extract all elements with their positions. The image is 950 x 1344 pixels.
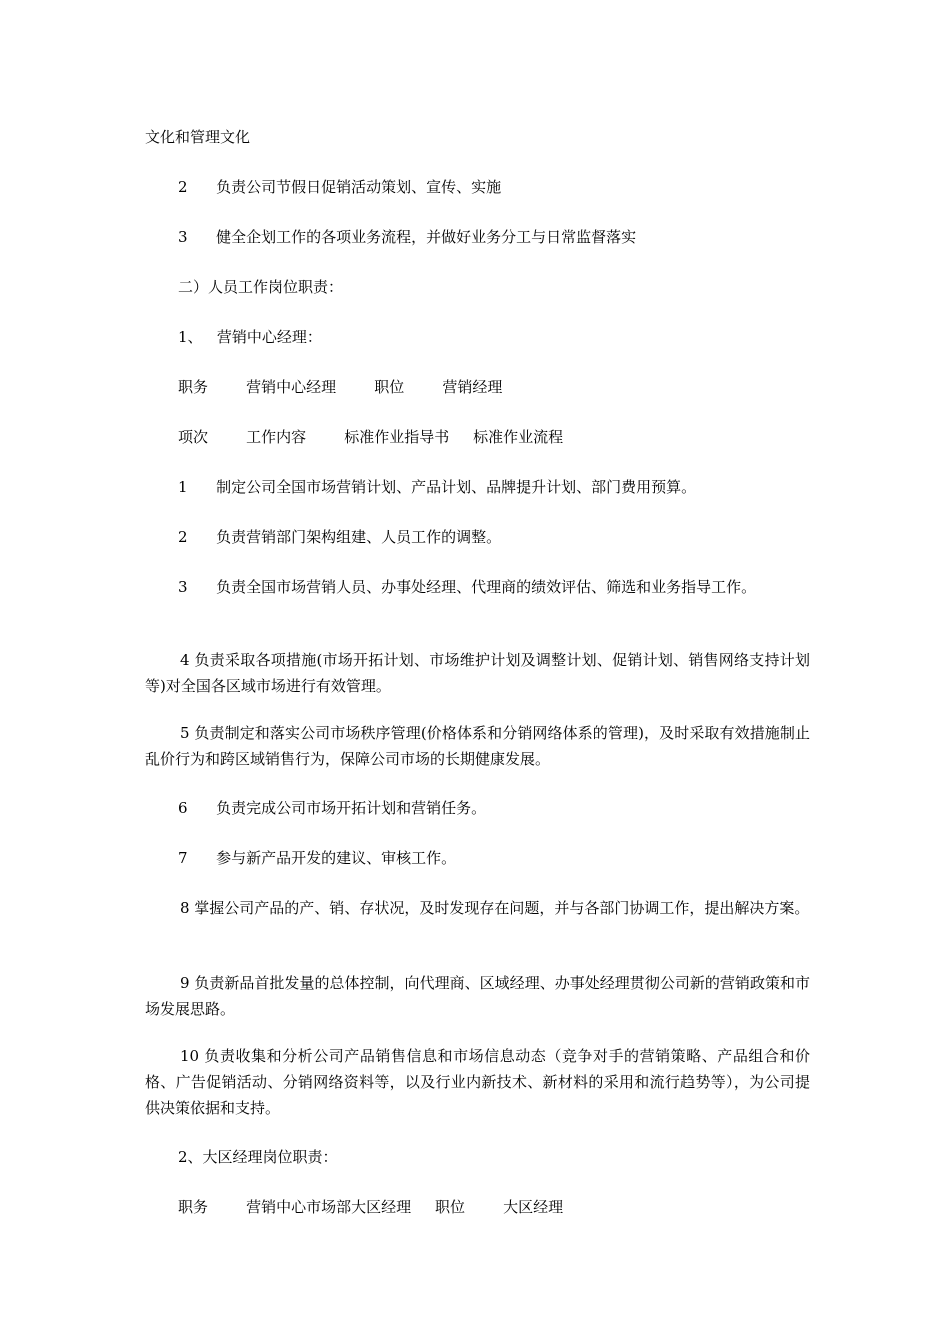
paragraph: 4 负责采取各项措施(市场开拓计划、市场维护计划及调整计划、促销计划、销售网络支持计划等)对全国各区域市场进行有效管理。 bbox=[145, 651, 810, 695]
text-line: 3 负责全国市场营销人员、办事处经理、代理商的绩效评估、筛选和业务指导工作。 bbox=[178, 578, 757, 596]
text-line: 6 负责完成公司市场开拓计划和营销任务。 bbox=[178, 799, 487, 817]
paragraph: 5 负责制定和落实公司市场秩序管理(价格体系和分销网络体系的管理)，及时采取有效措施制止乱价行为和跨区域销售行为，保障公司市场的长期健康发展。 bbox=[145, 724, 810, 768]
role-header-line: 职务 营销中心市场部大区经理 职位 大区经理 bbox=[178, 1198, 564, 1216]
paragraph: 8 掌握公司产品的产、销、存状况，及时发现存在问题，并与各部门协调工作，提出解决方案。 bbox=[180, 899, 810, 917]
text-line: 2 负责营销部门架构组建、人员工作的调整。 bbox=[178, 528, 502, 546]
subsection-heading: 2、大区经理岗位职责： bbox=[178, 1148, 338, 1166]
text-line: 7 参与新产品开发的建议、审核工作。 bbox=[178, 849, 457, 867]
table-header-line: 项次 工作内容 标准作业指导书 标准作业流程 bbox=[178, 428, 564, 446]
text-line: 文化和管理文化 bbox=[145, 128, 251, 146]
text-line: 2 负责公司节假日促销活动策划、宣传、实施 bbox=[178, 178, 502, 196]
paragraph: 9 负责新品首批发量的总体控制，向代理商、区域经理、办事处经理贯彻公司新的营销政策和市场发展思路。 bbox=[145, 974, 810, 1018]
role-header-line: 职务 营销中心经理 职位 营销经理 bbox=[178, 378, 503, 396]
section-heading: 二）人员工作岗位职责： bbox=[178, 278, 344, 296]
text-line: 3 健全企划工作的各项业务流程，并做好业务分工与日常监督落实 bbox=[178, 228, 637, 246]
text-line: 1 制定公司全国市场营销计划、产品计划、品牌提升计划、部门费用预算。 bbox=[178, 478, 697, 496]
subsection-heading: 1、 营销中心经理： bbox=[178, 328, 322, 346]
paragraph: 10 负责收集和分析公司产品销售信息和市场信息动态（竞争对手的营销策略、产品组合和价格、广告促销活动、分销网络资料等，以及行业内新技术、新材料的采用和流行趋势等），为公司提供决策依据和支持。 bbox=[145, 1047, 810, 1117]
